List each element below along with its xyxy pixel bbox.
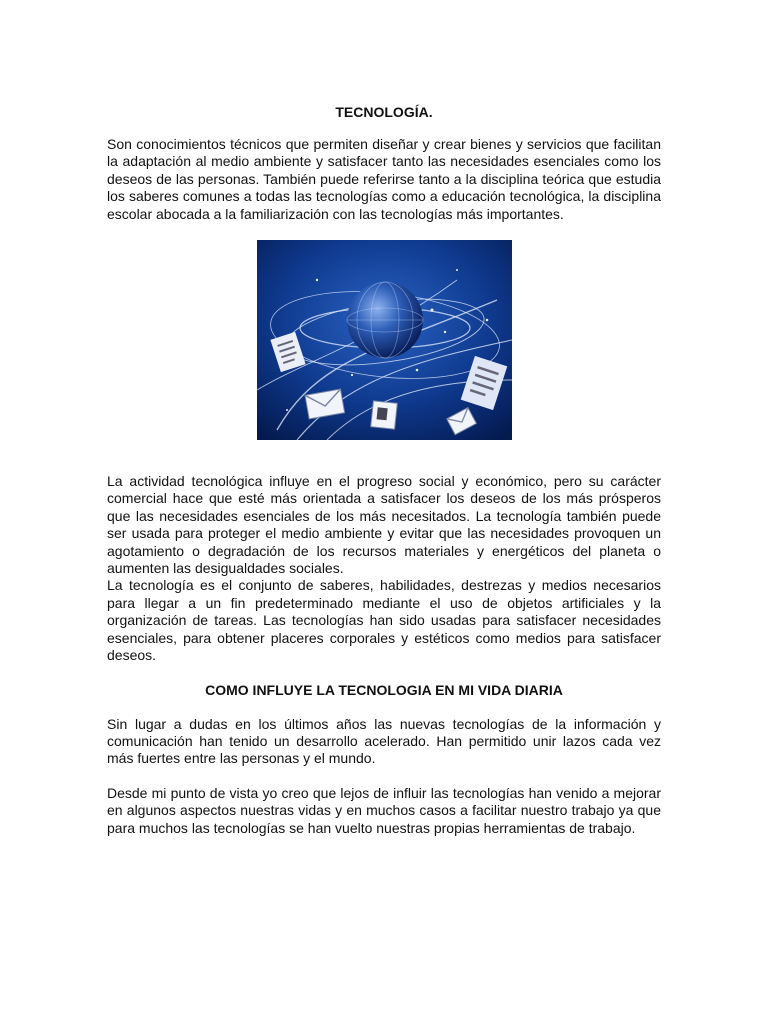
intro-paragraph: Son conocimientos técnicos que permiten diseñar y crear bienes y servicios que facilitan la adaptación al medio ambiente y satisfacer tanto las necesidades esenciales como los deseos de las personas. También puede referirse tanto a la disciplina teórica que estudia los saberes comunes a todas las tecnologías como a educación tecnológica, la disciplina escolar abocada a la familiarización con las tecnologías más importantes. bbox=[107, 136, 661, 222]
technology-illustration bbox=[257, 240, 512, 440]
envelope-icon bbox=[371, 401, 398, 429]
globe-illustration bbox=[257, 240, 512, 440]
section-subtitle: COMO INFLUYE LA TECNOLOGIA EN MI VIDA DIARIA bbox=[205, 681, 563, 698]
page-title: TECNOLOGÍA. bbox=[335, 104, 433, 120]
opinion-paragraph: Desde mi punto de vista yo creo que lejos de influir las tecnologías han venido a mejorar en algunos aspectos nuestras vidas y en muchos casos a facilitar nuestro trabajo ya que para muchos las tecnologías se han vuelto nuestras propias herramientas de trabajo. bbox=[107, 784, 661, 836]
document-body bbox=[107, 104, 661, 837]
figure-container bbox=[107, 240, 661, 462]
social-impact-paragraph: La actividad tecnológica influye en el progreso social y económico, pero su carácter comercial hace que esté más orientada a satisfacer los deseos de los más prósperos que las necesidades esenciales de los más necesitados. La tecnología también puede ser usada para proteger el medio ambiente y evitar que las necesidades provoquen un agotamiento o degradación de los recursos materiales y energéticos del planeta o aumenten las desigualdades sociales. bbox=[107, 473, 661, 577]
ict-paragraph: Sin lugar a dudas en los últimos años las nuevas tecnologías de la información y comunicación han tenido un desarrollo acelerado. Han permitido unir lazos cada vez más fuertes entre las personas y el mundo. bbox=[107, 715, 661, 767]
definition-paragraph: La tecnología es el conjunto de saberes, habilidades, destrezas y medios necesarios para llegar a un fin predeterminado mediante el uso de objetos artificiales y la organización de tareas. Las tecnologías han sido usadas para satisfacer necesidades esenciales, para obtener placeres corporales y estéticos como medios para satisfacer deseos. bbox=[107, 577, 661, 664]
